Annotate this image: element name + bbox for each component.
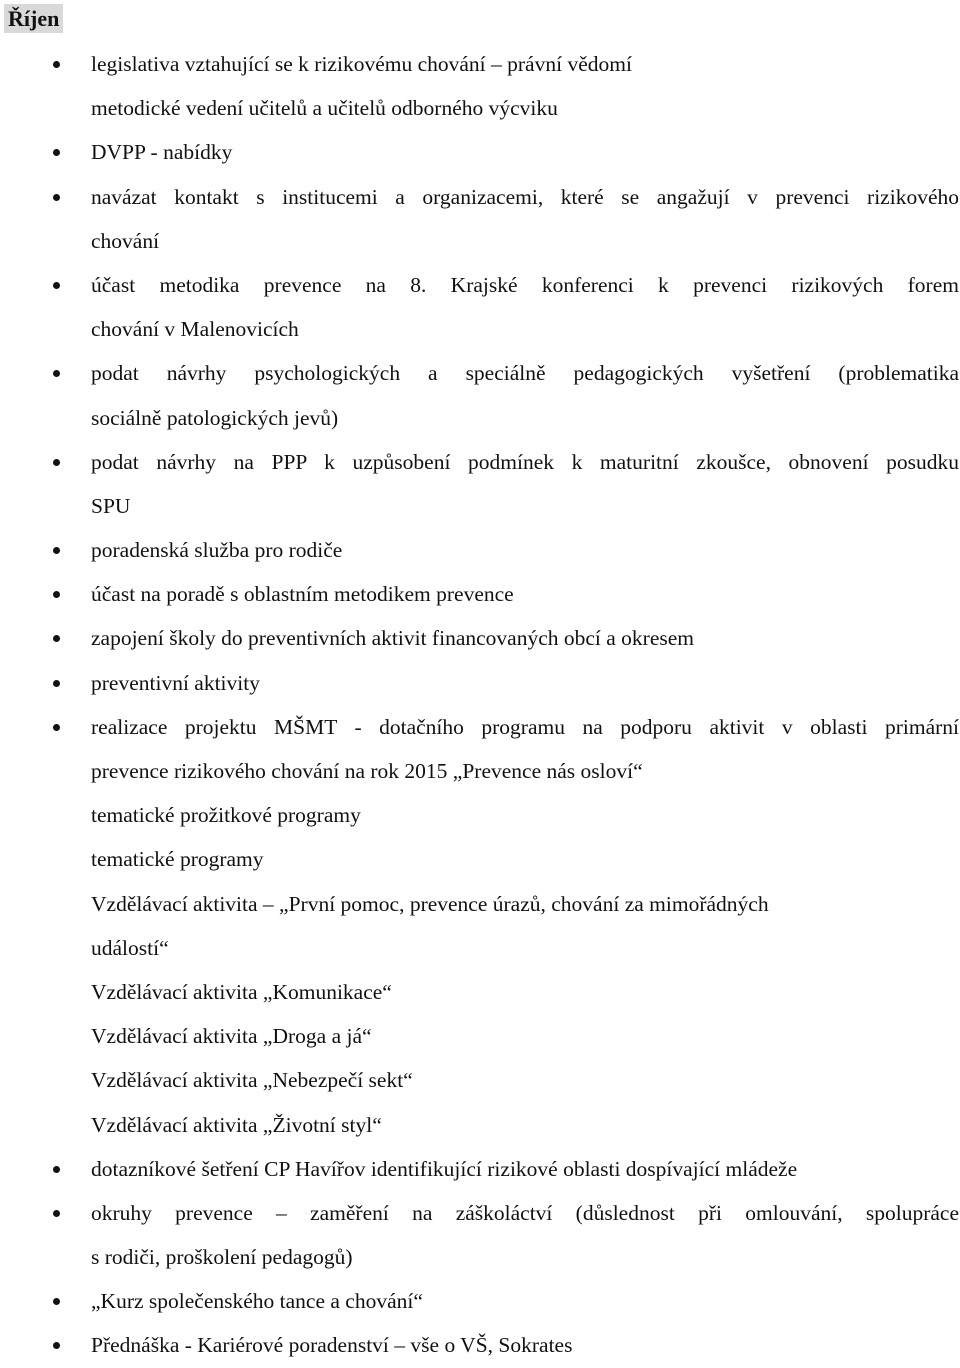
list-item-continuation <box>0 307 960 351</box>
list-item-text: účast na poradě s oblastním metodikem prevence <box>91 582 514 607</box>
bullet-icon <box>53 635 60 642</box>
list-item <box>0 528 960 572</box>
bullet-icon <box>53 370 60 377</box>
list-item-text: zapojení školy do preventivních aktivit financovaných obcí a okresem <box>91 626 695 651</box>
list-item-text: tematické programy <box>91 847 264 872</box>
bullet-icon <box>53 1342 60 1349</box>
list-item-continuation <box>0 749 960 793</box>
list-item-text: Přednáška - Kariérové poradenství – vše o VŠ, Sokrates <box>91 1333 573 1358</box>
list-item <box>0 130 960 174</box>
bullet-icon <box>53 194 60 201</box>
list-item <box>0 572 960 616</box>
list-item <box>0 440 960 484</box>
list-item-text: sociálně patologických jevů) <box>91 405 339 430</box>
list-item-text: „Kurz společenského tance a chování“ <box>91 1289 423 1314</box>
list-item-continuation <box>0 882 960 926</box>
list-item <box>0 616 960 660</box>
list-item <box>0 1147 960 1191</box>
bullet-icon <box>53 1298 60 1305</box>
list-item-text: DVPP - nabídky <box>91 140 233 165</box>
list-item-text: tematické prožitkové programy <box>91 803 361 828</box>
list-item-text: Vzdělávací aktivita „Komunikace“ <box>91 979 392 1004</box>
list-item-text: Vzdělávací aktivita „Droga a já“ <box>91 1024 372 1049</box>
list-item-text: SPU <box>91 493 131 518</box>
list-item-text: okruhy prevence – zaměření na záškoláctví (důslednost při omlouvání, spolupráce <box>91 1200 959 1225</box>
list-item-text: metodické vedení učitelů a učitelů odborného výcviku <box>91 96 558 121</box>
bullet-icon <box>53 547 60 554</box>
list-item-text: podat návrhy na PPP k uzpůsobení podmínek k maturitní zkoušce, obnovení posudku <box>91 449 959 474</box>
activity-list <box>0 42 960 1368</box>
list-item-text: dotazníkové šetření CP Havířov identifikující rizikové oblasti dospívající mládeže <box>91 1156 798 1181</box>
bullet-icon <box>53 1210 60 1217</box>
list-item-continuation <box>0 219 960 263</box>
list-item-text: Vzdělávací aktivita „Nebezpečí sekt“ <box>91 1068 413 1093</box>
list-item-text: realizace projektu MŠMT - dotačního programu na podporu aktivit v oblasti primární <box>91 714 959 739</box>
list-item <box>0 1323 960 1367</box>
section-heading: Říjen <box>4 4 63 33</box>
list-item-continuation <box>0 396 960 440</box>
list-item-continuation <box>0 1235 960 1279</box>
list-item-text: Vzdělávací aktivita „Životní styl“ <box>91 1112 382 1137</box>
list-item <box>0 263 960 307</box>
list-item-continuation <box>0 1103 960 1147</box>
list-item-text: poradenská služba pro rodiče <box>91 538 343 563</box>
list-item <box>0 351 960 395</box>
list-item-text: účast metodika prevence na 8. Krajské konferenci k prevenci rizikových forem <box>91 272 959 297</box>
list-item-text: legislativa vztahující se k rizikovému chování – právní vědomí <box>91 52 632 76</box>
list-item-text: chování v Malenovicích <box>91 317 299 342</box>
list-item-text: Vzdělávací aktivita – „První pomoc, prevence úrazů, chování za mimořádných <box>91 891 769 916</box>
list-item-continuation <box>0 1058 960 1102</box>
list-item-text: podat návrhy psychologických a speciálně pedagogických vyšetření (problematika <box>91 361 959 386</box>
list-item-continuation <box>0 86 960 130</box>
bullet-icon <box>53 724 60 731</box>
list-item <box>0 42 960 86</box>
bullet-icon <box>53 61 60 68</box>
list-item-continuation <box>0 1014 960 1058</box>
list-item-continuation <box>0 793 960 837</box>
bullet-icon <box>53 282 60 289</box>
list-item-continuation <box>0 970 960 1014</box>
list-item-continuation <box>0 837 960 881</box>
list-item-text: navázat kontakt s institucemi a organizacemi, které se angažují v prevenci rizikového <box>91 184 959 209</box>
list-item-text: událostí“ <box>91 935 169 960</box>
bullet-icon <box>53 591 60 598</box>
list-item-text: preventivní aktivity <box>91 670 260 695</box>
bullet-icon <box>53 459 60 466</box>
list-item <box>0 1279 960 1323</box>
bullet-icon <box>53 149 60 156</box>
bullet-icon <box>53 680 60 687</box>
list-item <box>0 661 960 705</box>
list-item-text: chování <box>91 228 160 253</box>
list-item <box>0 1191 960 1235</box>
list-item-continuation <box>0 484 960 528</box>
bullet-icon <box>53 1166 60 1173</box>
list-item <box>0 705 960 749</box>
list-item <box>0 175 960 219</box>
list-item-text: prevence rizikového chování na rok 2015 „Prevence nás osloví“ <box>91 759 643 783</box>
list-item-text: s rodiči, proškolení pedagogů) <box>91 1245 353 1270</box>
list-item-continuation <box>0 926 960 970</box>
